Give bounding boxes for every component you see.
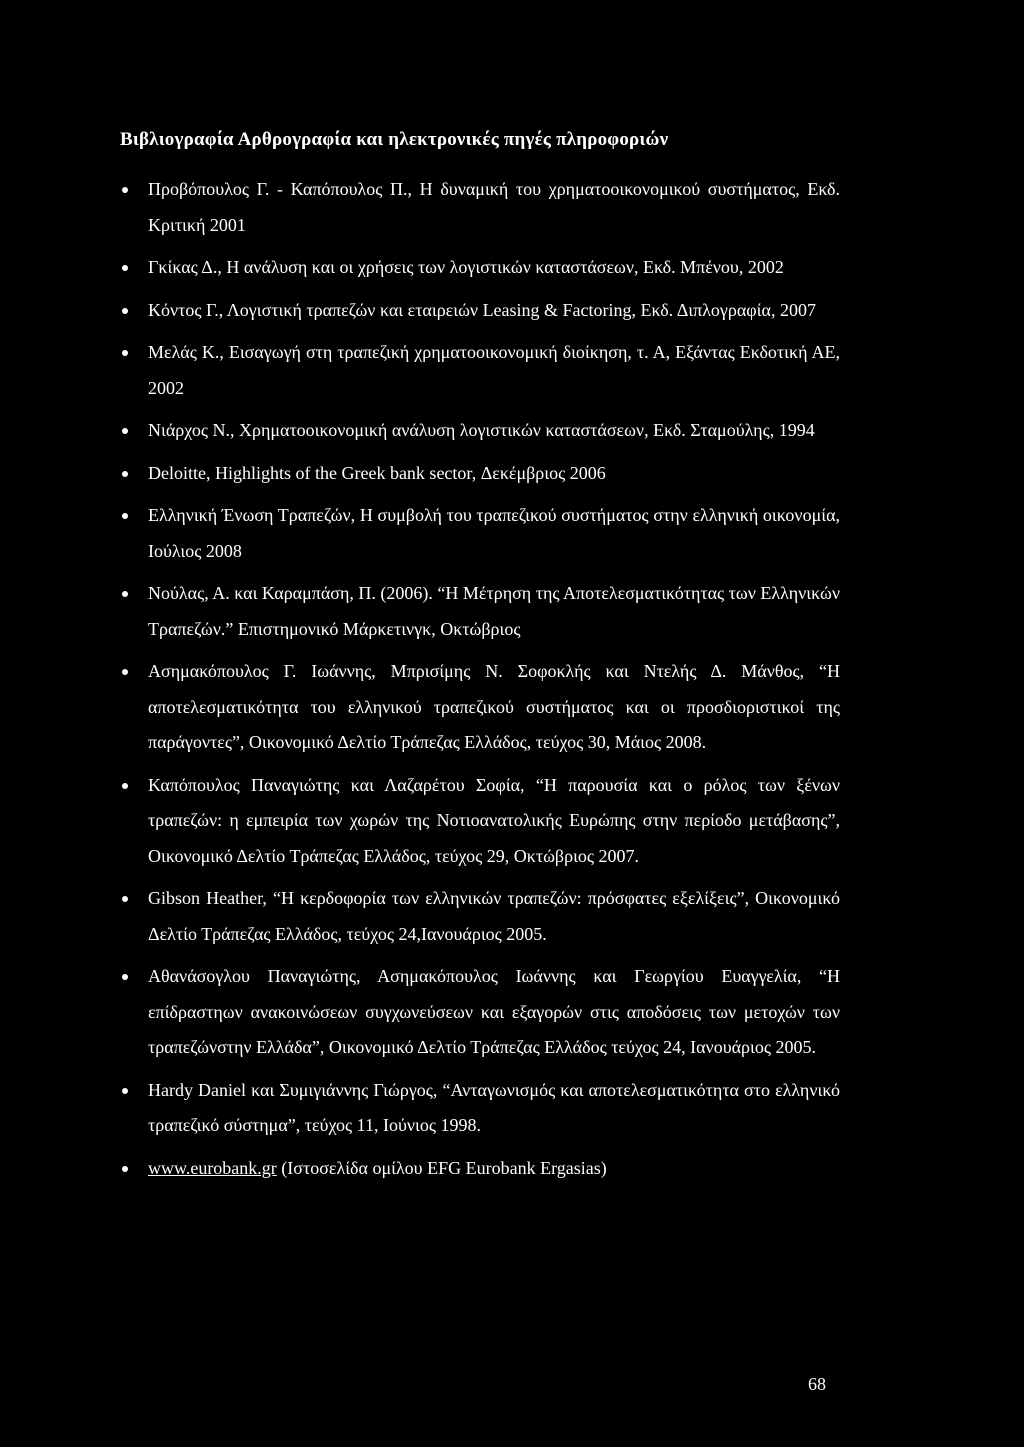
reference-text: Gibson Heather, “Η κερδοφορία των ελληνικών τραπεζών: πρόσφατες εξελίξεις”, Οικονομικό Δελτίο Τράπεζας Ελλάδος, τεύχος 24,Ιανουάριος 2005. — [148, 888, 840, 944]
reference-text: Καπόπουλος Παναγιώτης και Λαζαρέτου Σοφία, “Η παρουσία και ο ρόλος των ξένων τραπεζών: η εμπειρία των χωρών της Νοτιοανατολικής Ευρώπης στην περίοδο μετάβασης”, Οικονομικό Δελτίο Τράπεζας Ελλάδος, τεύχος 29, Οκτώβριος 2007. — [148, 774, 840, 866]
bullet-icon — [122, 783, 128, 789]
reference-item — [122, 576, 840, 647]
reference-item — [122, 654, 840, 761]
eurobank-link[interactable]: www.eurobank.gr — [148, 1157, 277, 1178]
reference-item-web — [122, 1151, 840, 1187]
reference-text: Κόντος Γ., Λογιστική τραπεζών και εταιρειών Leasing & Factoring, Εκδ. Διπλογραφία, 2007 — [148, 299, 816, 320]
bullet-icon — [122, 1166, 128, 1172]
bullet-icon — [122, 187, 128, 193]
bullet-icon — [122, 428, 128, 434]
bullet-icon — [122, 471, 128, 477]
page-number: 68 — [808, 1374, 826, 1394]
bullet-icon — [122, 265, 128, 271]
reference-item — [122, 456, 840, 492]
reference-item — [122, 498, 840, 569]
bullet-icon — [122, 669, 128, 675]
bullet-icon — [122, 1088, 128, 1094]
bullet-icon — [122, 350, 128, 356]
reference-text: Νιάρχος Ν., Χρηματοοικονομική ανάλυση λογιστικών καταστάσεων, Εκδ. Σταμούλης, 1994 — [148, 420, 815, 440]
reference-list — [122, 172, 840, 1193]
section-heading: Βιβλιογραφία Αρθρογραφία και ηλεκτρονικές πηγές πληροφοριών — [120, 129, 669, 150]
reference-item — [122, 293, 840, 329]
bullet-icon — [122, 308, 128, 314]
reference-item — [122, 959, 840, 1066]
reference-text: Αθανάσογλου Παναγιώτης, Ασημακόπουλος Ιωάννης και Γεωργίου Ευαγγελία, “Η επίδραστηων ανακοινώσεων συγχωνεύσεων και εξαγορών στις αποδόσεις των μετοχών των τραπεζώνστην Ελλάδα”, Οικονομικό Δελτίο Τράπεζας Ελλάδος τεύχος 24, Ιανουάριος 2005. — [148, 966, 840, 1057]
reference-item — [122, 172, 840, 243]
reference-item — [122, 768, 840, 875]
reference-item — [122, 881, 840, 952]
reference-text: Νούλας, Α. και Καραμπάση, Π. (2006). “Η Μέτρηση της Αποτελεσματικότητας των Ελληνικών Τραπεζών.” Επιστημονικό Μάρκετινγκ, Οκτώβριος — [148, 583, 840, 639]
bullet-icon — [122, 513, 128, 519]
bullet-icon — [122, 974, 128, 980]
bullet-icon — [122, 591, 128, 597]
reference-item — [122, 413, 840, 449]
reference-item — [122, 1073, 840, 1144]
reference-text: Deloitte, Highlights of the Greek bank sector, Δεκέμβριος 2006 — [148, 462, 606, 483]
reference-text: Προβόπουλος Γ. - Καπόπουλος Π., Η δυναμική του χρηματοοικονομικού συστήματος, Εκδ. Κριτική 2001 — [148, 179, 840, 235]
reference-text: Ελληνική Ένωση Τραπεζών, Η συμβολή του τραπεζικού συστήματος στην ελληνική οικονομία, Ιούλιος 2008 — [148, 505, 840, 561]
reference-item — [122, 250, 840, 286]
reference-text: Hardy Daniel και Συμιγιάννης Γιώργος, “Ανταγωνισμός και αποτελεσματικότητα στο ελληνικό τραπεζικό σύστημα”, τεύχος 11, Ιούνιος 1998. — [148, 1079, 840, 1135]
reference-item — [122, 335, 840, 406]
reference-text: Γκίκας Δ., Η ανάλυση και οι χρήσεις των λογιστικών καταστάσεων, Εκδ. Μπένου, 2002 — [148, 257, 784, 277]
reference-text: Μελάς Κ., Εισαγωγή στη τραπεζική χρηματοοικονομική διοίκηση, τ. Α, Εξάντας Εκδοτική ΑΕ, 2002 — [148, 342, 840, 398]
bullet-icon — [122, 896, 128, 902]
reference-text: Ασημακόπουλος Γ. Ιωάννης, Μπρισίμης Ν. Σοφοκλής και Ντελής Δ. Μάνθος, “Η αποτελεσματικότητα του ελληνικού τραπεζικού συστήματος και οι προσδιοριστικοί της παράγοντες”, Οικονομικό Δελτίο Τράπεζας Ελλάδος, τεύχος 30, Μάιος 2008. — [148, 661, 840, 752]
web-reference-description: (Ιστοσελίδα ομίλου EFG Eurobank Ergasias) — [276, 1157, 607, 1178]
